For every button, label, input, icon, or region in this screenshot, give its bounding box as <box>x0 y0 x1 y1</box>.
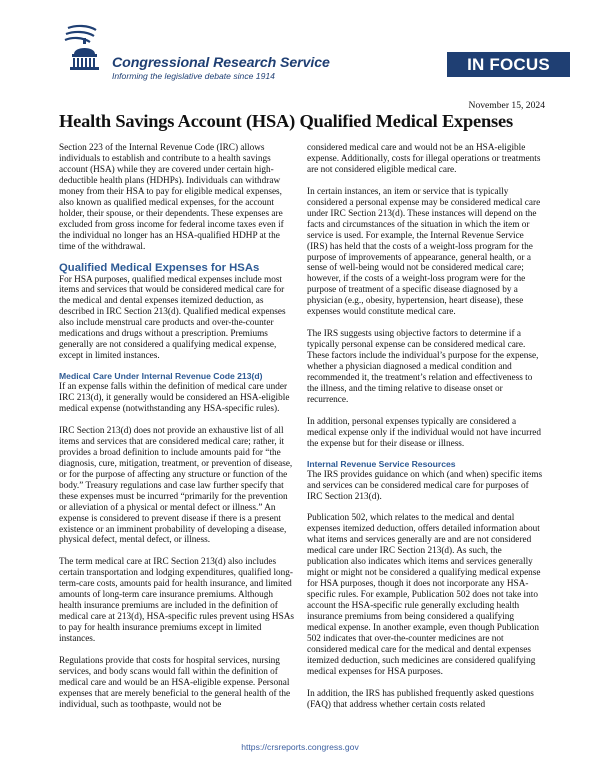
org-name: Congressional Research Service <box>112 55 330 71</box>
paragraph: If an expense falls within the definition of medical care under IRC 213(d), it generally would be considered an HSA-eligible medical expense (notwithstanding any HSA-specific rules). <box>59 382 290 415</box>
subsection-heading-irs-resources: Internal Revenue Service Resources <box>307 458 456 469</box>
capitol-dome-icon <box>62 24 106 72</box>
paragraph: Regulations provide that costs for hospital services, nursing services, and body scans would fall within the definition of medical care and would be an HSA-eligible expense. Personal expenses that are merely beneficial to the general health of the individual, such as toothpaste, would not be <box>59 655 291 710</box>
paragraph: IRC Section 213(d) does not provide an exhaustive list of all items and services that are considered medical care; rather, it provides a broad definition to include amounts paid for “the diagnosis, cure, mitigation, treatment, or prevention of disease, or for the purpose of affecting any structure or function of the body.” Treasury regulations and case law further specify that these expenses must be incurred “primarily for the prevention or alleviation of a physical or mental defect or illness.” An expense is considered to prevent disease if there is a present existence or an imminent probability of developing a disease, physical defect, mental defect, or illness. <box>59 425 293 546</box>
subsection-heading-medical-care: Medical Care Under Internal Revenue Code 213(d) <box>59 371 263 382</box>
paragraph: The IRS suggests using objective factors to determine if a typically personal expense can be considered medical care. These factors include the individual’s purpose for the expense, whether a physician diagnosed a medical condition and recommended it, the treatment’s relation and effectiveness to the illness, and the timing relative to disease onset or recurrence. <box>307 329 539 405</box>
page-header <box>0 0 600 90</box>
paragraph: For HSA purposes, qualified medical expenses include most items and services that would be considered medical care for the medical and dental expenses itemized deduction, as described in IRC Section 213(d). Qualified medical expenses also include menstrual care products and over-the-counter medications and drugs without a prescription. Premiums generally are not considered a qualifying medical expense, except in limited instances. <box>59 274 286 362</box>
paragraph: In certain instances, an item or service that is typically considered a personal expense may be considered medical care under IRC Section 213(d). These instances will depend on the facts and circumstances of the situation in which the item or service is used. For example, the Internal Revenue Service (IRS) has held that the costs of a weight-loss program for the purpose of improvements of appearance, general health, or a sense of well-being would not be considered medical care; however, if the costs of a weight-loss program were for the purpose of treatment of a specific disease diagnosed by a physician (e.g., obesity, hypertension, heart disease), these expenses would constitute medical care. <box>307 186 541 318</box>
footer-link[interactable]: https://crsreports.congress.gov <box>241 742 359 752</box>
paragraph: The term medical care at IRC Section 213(d) also includes certain transportation and lodging expenditures, qualified long-term-care costs, amounts paid for health insurance, and limited amounts of long-term care insurance premiums. Although health insurance premiums are included in the definition of medical care at 213(d), HSA-specific rules prevent using HSAs to pay for health insurance premiums except in limited instances. <box>59 557 295 645</box>
paragraph: The IRS provides guidance on which (and when) specific items and services can be considered medical care for purposes of IRC Section 213(d). <box>307 469 543 502</box>
product-badge: IN FOCUS <box>447 52 570 77</box>
left-column <box>59 143 297 711</box>
document-title: Health Savings Account (HSA) Qualified Medical Expenses <box>59 111 513 131</box>
section-heading-qualified-medical-expenses: Qualified Medical Expenses for HSAs <box>59 261 260 274</box>
paragraph: considered medical care and would not be an HSA-eligible expense. Additionally, costs for illegal operations or treatments are not considered eligible medical care. <box>307 143 541 175</box>
intro-paragraph: Section 223 of the Internal Revenue Code (IRC) allows individuals to establish and contribute to a health savings account (HSA) while they are covered under certain high-deductible health plans (HDHPs). Individuals can withdraw money from their HSA to pay for eligible medical expenses, also known as qualified medical expenses, for the account holder, their spouse, or their dependents. These expenses are excluded from gross income for federal income taxes even if the individual no longer has an HSA-qualified HDHP at the time of the withdrawal. <box>59 143 284 252</box>
org-tagline: Informing the legislative debate since 1914 <box>112 71 275 81</box>
paragraph: In addition, personal expenses typically are considered a medical expense only if the individual would not have incurred the expense but for their disease or illness. <box>307 416 542 449</box>
publication-date: November 15, 2024 <box>468 100 545 111</box>
paragraph: In addition, the IRS has published frequently asked questions (FAQ) that address whether certain costs related <box>307 688 534 710</box>
paragraph: Publication 502, which relates to the medical and dental expenses itemized deduction, offers detailed information about what items and services generally are and are not considered medical care under IRC Section 213(d). As such, the publication also indicates which items and services generally might or might not be considered a qualifying medical expense for HSA purposes, though it does not incorporate any HSA-specific rules. For example, Publication 502 does not take into account the HSA-specific rule generally excluding health insurance premiums from being considered a qualifying medical expense. In another example, even though Publication 502 indicates that over-the-counter medicines are not considered medical care for the medical and dental expenses itemized deduction, such medicines are considered qualifying medical expenses for HSA purposes. <box>307 513 541 677</box>
right-column <box>307 143 545 711</box>
